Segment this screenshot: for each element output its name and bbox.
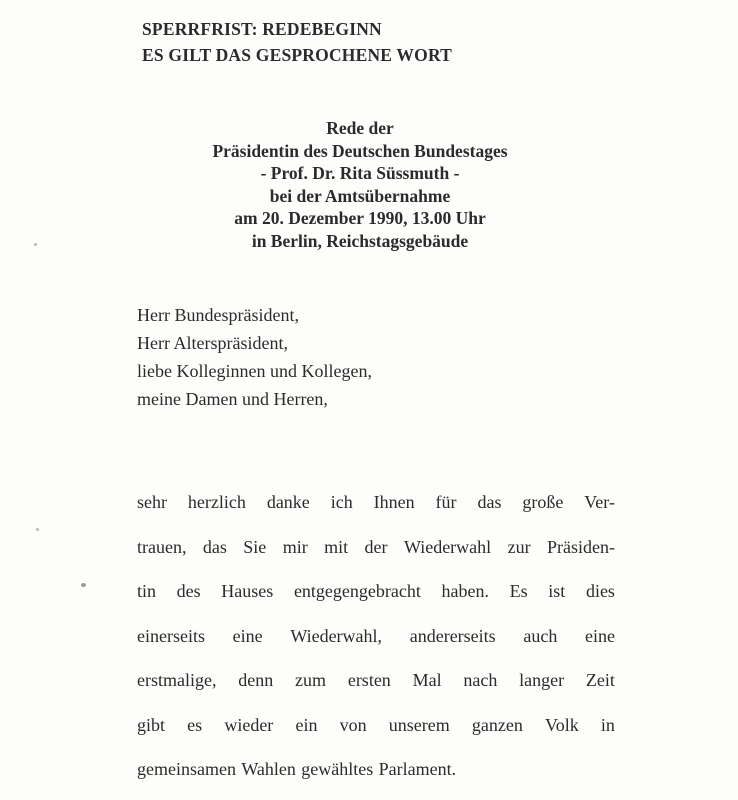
body-word: denn	[238, 670, 274, 690]
body-word: trauen,	[137, 536, 187, 557]
body-word: gibt	[137, 714, 166, 735]
body-word: gemeinsamen	[137, 759, 236, 779]
title-line: Präsidentin des Deutschen Bundestages	[212, 140, 508, 161]
body-word: Ver-	[584, 492, 615, 512]
body-word: Es	[509, 581, 528, 601]
salutation-line: Herr Alterspräsident,	[137, 333, 288, 353]
body-word: langer	[519, 670, 565, 690]
body-word: ist	[548, 581, 566, 601]
body-word: tin	[137, 581, 157, 601]
body-line	[137, 614, 615, 659]
body-word: des	[176, 581, 201, 601]
body-word: Volk	[545, 714, 579, 735]
body-word: Hauses	[221, 581, 274, 601]
body-paragraph	[137, 480, 615, 792]
body-word: einerseits	[137, 625, 205, 646]
body-word: Parlament.	[378, 759, 457, 779]
body-word: mir	[282, 536, 308, 557]
body-word: Ihnen	[373, 492, 415, 512]
embargo-line: ES GILT DAS GESPROCHENE WORT	[142, 45, 453, 65]
title-line: in Berlin, Reichstagsgebäude	[251, 230, 469, 251]
body-word: sehr	[137, 492, 167, 512]
embargo-line: SPERRFRIST: REDEBEGINN	[142, 19, 382, 39]
body-word: unserem	[388, 714, 450, 735]
body-word: nach	[463, 670, 498, 690]
body-word: es	[187, 714, 203, 735]
title-line: Rede der	[326, 118, 394, 138]
body-line	[137, 658, 615, 703]
body-line	[137, 480, 615, 525]
body-word: zum	[295, 670, 327, 690]
body-word: erstmalige,	[137, 670, 217, 690]
body-word: Wiederwahl	[403, 536, 492, 557]
title-line: bei der Amtsübernahme	[269, 185, 451, 206]
body-line	[137, 747, 615, 792]
salutation	[137, 301, 372, 413]
body-word: eine	[585, 625, 615, 646]
body-line	[137, 703, 615, 748]
body-word: haben.	[441, 581, 489, 601]
body-word: dies	[585, 581, 615, 601]
body-word: in	[600, 714, 615, 735]
body-word: andererseits	[409, 625, 496, 646]
body-word: ganzen	[471, 714, 523, 735]
body-word: große	[522, 492, 564, 512]
salutation-line: meine Damen und Herren,	[137, 389, 328, 409]
body-word: Sie	[243, 536, 267, 557]
body-word: Wiederwahl,	[290, 625, 383, 646]
body-word: von	[339, 714, 367, 735]
body-word: Zeit	[585, 670, 615, 690]
body-word: zur	[507, 536, 531, 557]
body-word: Präsiden-	[546, 536, 615, 557]
title-line: - Prof. Dr. Rita Süssmuth -	[260, 163, 460, 183]
body-line	[137, 569, 615, 614]
body-word: eine	[232, 625, 263, 646]
body-word: das	[477, 492, 502, 512]
body-word: entgegengebracht	[293, 581, 421, 601]
body-word: das	[202, 536, 227, 557]
body-word: danke	[266, 492, 310, 512]
body-word: der	[364, 536, 388, 557]
title-line: am 20. Dezember 1990, 13.00 Uhr	[234, 208, 486, 228]
body-word: herzlich	[187, 492, 246, 512]
body-word: Mal	[412, 670, 442, 690]
salutation-line: liebe Kolleginnen und Kollegen,	[137, 361, 372, 381]
body-line	[137, 525, 615, 570]
salutation-line: Herr Bundespräsident,	[137, 305, 299, 325]
embargo-notice	[142, 16, 452, 68]
body-word: auch	[523, 625, 558, 646]
body-word: Wahlen	[241, 759, 296, 779]
body-word: ein	[295, 714, 318, 735]
body-word: gewähltes	[301, 759, 374, 779]
body-word: ersten	[347, 670, 391, 690]
body-word: für	[435, 492, 457, 512]
speech-title-block	[160, 117, 560, 252]
body-word: ich	[330, 492, 353, 512]
body-word: wieder	[224, 714, 274, 735]
body-word: mit	[324, 536, 349, 557]
